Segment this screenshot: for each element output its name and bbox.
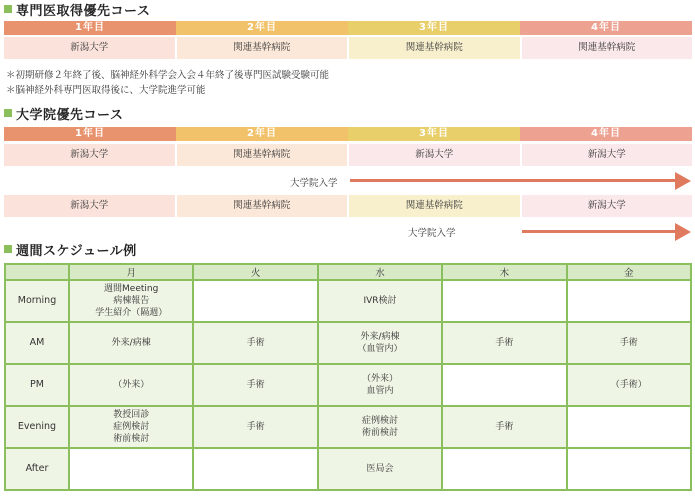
day-header: 水 [318, 264, 442, 280]
day-header: 金 [567, 264, 691, 280]
institution-year-3: 新潟大学 [349, 144, 520, 166]
table-header-row [5, 264, 691, 280]
institution-year-2: 関連基幹病院 [177, 37, 348, 59]
institution-year-3: 関連基幹病院 [349, 37, 520, 59]
institution-year-4: 新潟大学 [522, 195, 693, 217]
year-header-row [4, 127, 692, 141]
schedule-cell: （外来） 血管内 [318, 364, 442, 406]
table-row [5, 322, 691, 364]
institution-row [4, 144, 692, 166]
note-line: ＊脳神経外科専門医取得後に、大学院進学可能 [6, 85, 206, 96]
table-row [5, 448, 691, 490]
schedule-cell: 手術 [567, 322, 691, 364]
schedule-cell: 症例検討 術前検討 [318, 406, 442, 448]
time-slot-label: Evening [5, 406, 69, 448]
schedule-cell: 手術 [193, 406, 317, 448]
weekly-schedule-table [4, 263, 692, 491]
schedule-cell [69, 448, 193, 490]
arrow-line [522, 230, 676, 233]
schedule-cell: 手術 [442, 406, 566, 448]
institution-year-1: 新潟大学 [4, 37, 175, 59]
section-title: 週間スケジュール例 [16, 243, 137, 259]
schedule-cell: 外来/病棟 （血管内） [318, 322, 442, 364]
time-slot-label: Morning [5, 280, 69, 322]
institution-row [4, 195, 692, 217]
schedule-cell: 手術 [193, 364, 317, 406]
section-heading-graduate-course [4, 105, 123, 121]
schedule-cell: 週間Meeting 病棟報告 学生紹介（隔週） [69, 280, 193, 322]
year-4-label: 4年目 [520, 127, 692, 141]
institution-row [4, 37, 692, 59]
schedule-cell [567, 448, 691, 490]
table-row [5, 364, 691, 406]
note-line: ＊初期研修２年終了後、脳神経外科学会入会４年終了後専門医試験受験可能 [6, 70, 330, 81]
schedule-cell [442, 280, 566, 322]
year-1-label: 1年目 [4, 127, 176, 141]
schedule-cell: 手術 [442, 322, 566, 364]
day-header: 月 [69, 264, 193, 280]
day-header: 木 [442, 264, 566, 280]
institution-year-1: 新潟大学 [4, 144, 175, 166]
year-3-label: 3年目 [348, 127, 520, 141]
schedule-cell [567, 280, 691, 322]
arrow-label: 大学院入学 [408, 228, 456, 239]
corner-cell [5, 264, 69, 280]
schedule-cell [442, 364, 566, 406]
bullet-square-icon [4, 5, 12, 13]
bullet-square-icon [4, 109, 12, 117]
year-2-label: 2年目 [176, 21, 348, 35]
section-title: 専門医取得優先コース [16, 3, 151, 19]
time-slot-label: After [5, 448, 69, 490]
bullet-square-icon [4, 245, 12, 253]
day-header: 火 [193, 264, 317, 280]
year-1-label: 1年目 [4, 21, 176, 35]
year-2-label: 2年目 [176, 127, 348, 141]
table-row [5, 406, 691, 448]
year-header-row [4, 21, 692, 35]
arrow-label: 大学院入学 [290, 178, 338, 189]
institution-year-4: 関連基幹病院 [522, 37, 693, 59]
table-row [5, 280, 691, 322]
arrow-line [350, 179, 676, 182]
section-heading-weekly-schedule [4, 241, 137, 257]
institution-year-1: 新潟大学 [4, 195, 175, 217]
schedule-cell [567, 406, 691, 448]
institution-year-4: 新潟大学 [522, 144, 693, 166]
schedule-cell: （外来） [69, 364, 193, 406]
time-slot-label: AM [5, 322, 69, 364]
year-4-label: 4年目 [520, 21, 692, 35]
section-title: 大学院優先コース [16, 107, 124, 123]
schedule-cell: 教授回診 症例検討 術前検討 [69, 406, 193, 448]
institution-year-3: 関連基幹病院 [349, 195, 520, 217]
institution-year-2: 関連基幹病院 [177, 144, 348, 166]
time-slot-label: PM [5, 364, 69, 406]
schedule-cell: （手術） [567, 364, 691, 406]
schedule-cell: 外来/病棟 [69, 322, 193, 364]
schedule-cell: 医局会 [318, 448, 442, 490]
section-heading-specialist-course [4, 1, 150, 17]
schedule-cell: 手術 [193, 322, 317, 364]
year-3-label: 3年目 [348, 21, 520, 35]
schedule-cell [193, 448, 317, 490]
schedule-cell [442, 448, 566, 490]
schedule-cell [193, 280, 317, 322]
schedule-cell: IVR検討 [318, 280, 442, 322]
institution-year-2: 関連基幹病院 [177, 195, 348, 217]
arrow-head-icon [675, 172, 691, 190]
arrow-head-icon [675, 223, 691, 241]
